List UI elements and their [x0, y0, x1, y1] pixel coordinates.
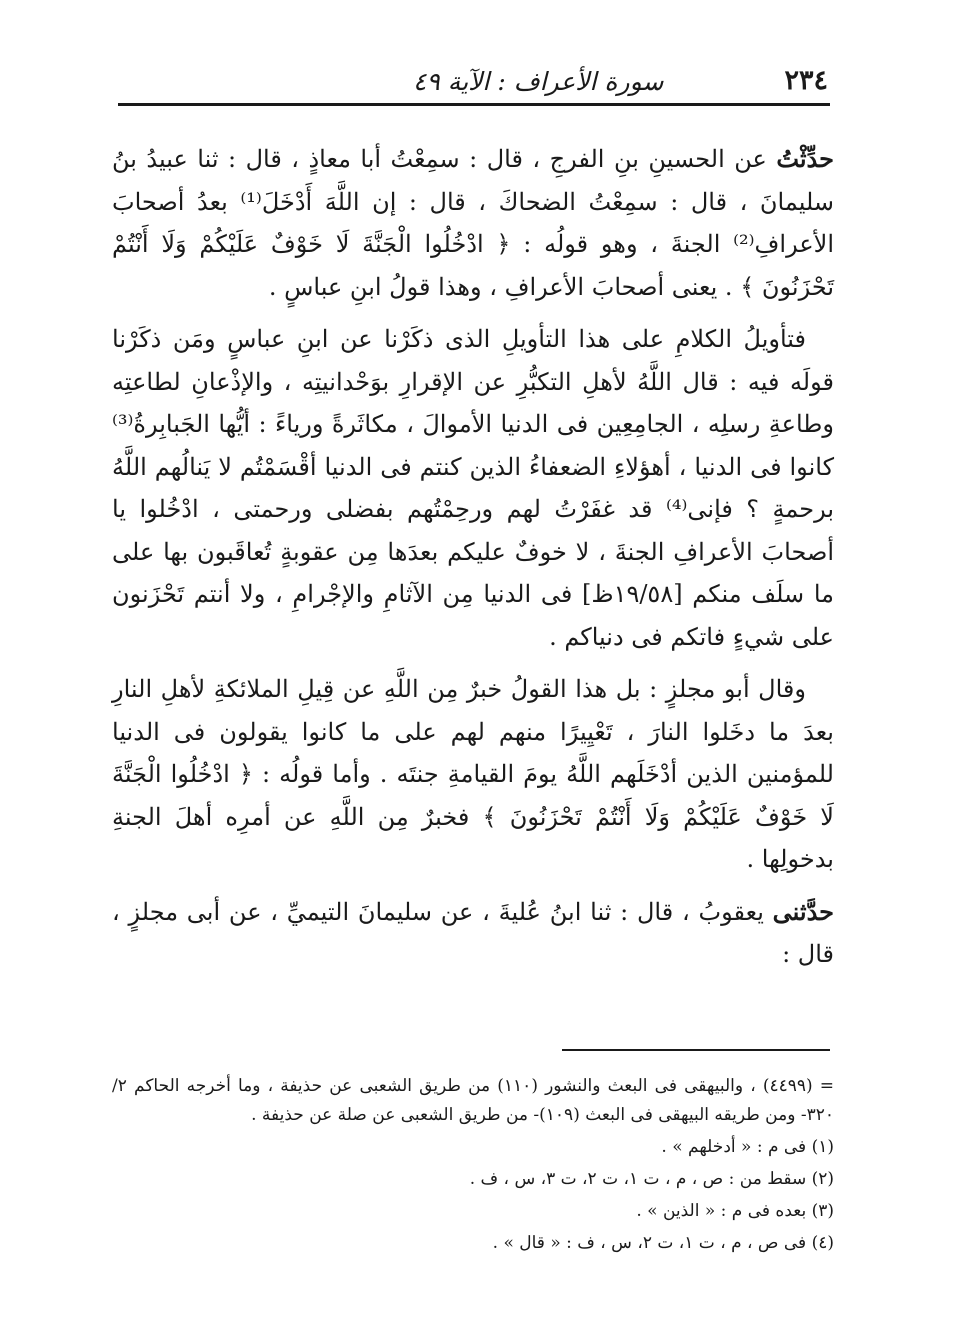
footnote: (٣) بعده فى م : « الذين » .	[636, 1201, 834, 1221]
paragraph-lead: حدَّثنى	[772, 896, 834, 926]
paragraph	[112, 318, 834, 658]
footnote-separator	[562, 1049, 830, 1051]
running-title: سورة الأعراف : الآية ٤٩	[413, 67, 664, 96]
footnotes	[112, 1072, 834, 1261]
page-number: ٢٣٤	[784, 65, 828, 96]
paragraph-text: عن الحسينِ بنِ الفرجِ ، قال : سمِعْتُ أبا معاذٍ ، قال : ثنا عبيدُ بنُ سليمانَ ، قال : سمِعْتُ الضحاكَ ، قال : إن اللَّهَ أَدْخَلَ⁽¹⁾ بعدُ أصحابَ الأعرافِ⁽²⁾ الجنةَ ، وهو قولُه : ﴿ ادْخُلُوا الْجَنَّةَ لَا خَوْفٌ عَلَيْكُمْ وَلَا أَنْتُمْ تَحْزَنُونَ ﴾ . يعنى أصحابَ الأعرافِ ، وهذا قولُ ابنِ عباسٍ .	[112, 145, 835, 301]
main-text	[112, 138, 834, 986]
paragraph-text: يعقوبُ ، قال : ثنا ابنُ عُليةَ ، عن سليمانَ التيميِّ ، عن أبى مجلزٍ ، قال :	[112, 897, 834, 968]
paragraph-text: وقال أبو مجلزٍ : بل هذا القولُ خبرٌ مِن اللَّهِ عن قِيلِ الملائكةِ لأهلِ النارِ بعدَ ما دخَلوا النارَ ، تَعْيِيرًا منهم لهم على ما كانوا يقولون فى الدنيا للمؤمنين الذين أدْخَلَهم اللَّهُ يومَ القيامةِ جنتَه . وأما قولُه : ﴿ ادْخُلُوا الْجَنَّةَ لَا خَوْفٌ عَلَيْكُمْ وَلَا أَنْتُمْ تَحْزَنُونَ ﴾ فخبرٌ مِن اللَّهِ عن أمرِه أهلَ الجنةِ بدخولِها .	[112, 675, 834, 873]
footnote: (٤) فى ص ، م ، ت ١، ت ٢، س ، ف : « قال » .	[492, 1233, 834, 1253]
paragraph	[112, 668, 834, 881]
header-rule	[118, 103, 830, 106]
paragraph	[112, 891, 834, 976]
paragraph	[112, 138, 834, 308]
footnote: (١) فى م : « أدخلهم » .	[661, 1137, 834, 1157]
paragraph-lead: حدِّثْتُ	[776, 144, 834, 173]
footnote: = (٤٤٩٩) ، والبيهقى فى البعث والنشور (١١٠) من طريق الشعبى عن حذيفة ، وما أخرجه الحاكم ٢/ ٣٢٠- ومن طريقه البيهقى فى البعث (١٠٩)- من طريق الشعبى عن صلة عن حذيفة .	[112, 1076, 835, 1125]
page-header	[118, 50, 830, 96]
paragraph-text: فتأويلُ الكلامِ على هذا التأويلِ الذى ذكَرْنا عن ابنِ عباسٍ ومَن ذكَرْنا قولَه فيه : قال اللَّهُ لأهلِ التكبُّرِ عن الإقرارِ بوَحْدانيتِه ، والإذْعانِ لطاعتِه وطاعةِ رسلِه ، الجامِعِين فى الدنيا الأموالَ ، مكاثَرةً ورياءً : أيُّها الجَبابِرةُ⁽³⁾ كانوا فى الدنيا ، أهؤلاءِ الضعفاءُ الذين كنتم فى الدنيا أقْسَمْتُم لا يَنالُهم اللَّهُ برحمةٍ ؟ فإنى⁽⁴⁾ قد غفَرْتُ لهم ورحِمْتُهم بفضلى ورحمتى ، ادْخُلوا يا أصحابَ الأعرافِ الجنةَ ، لا خوفٌ عليكم بعدَها مِن عقوبةٍ تُعاقَبون بها على ما سلَف منكم [١٩/٥٨ظ] فى الدنيا مِن الآثامِ والإجْرامِ ، ولا أنتم تَحْزَنون على شيءٍ فاتكم فى دنياكم .	[112, 325, 835, 651]
footnote: (٢) سقط من : ص ، م ، ت ١، ت ٢، ت ٣، س ، ف .	[469, 1169, 834, 1189]
